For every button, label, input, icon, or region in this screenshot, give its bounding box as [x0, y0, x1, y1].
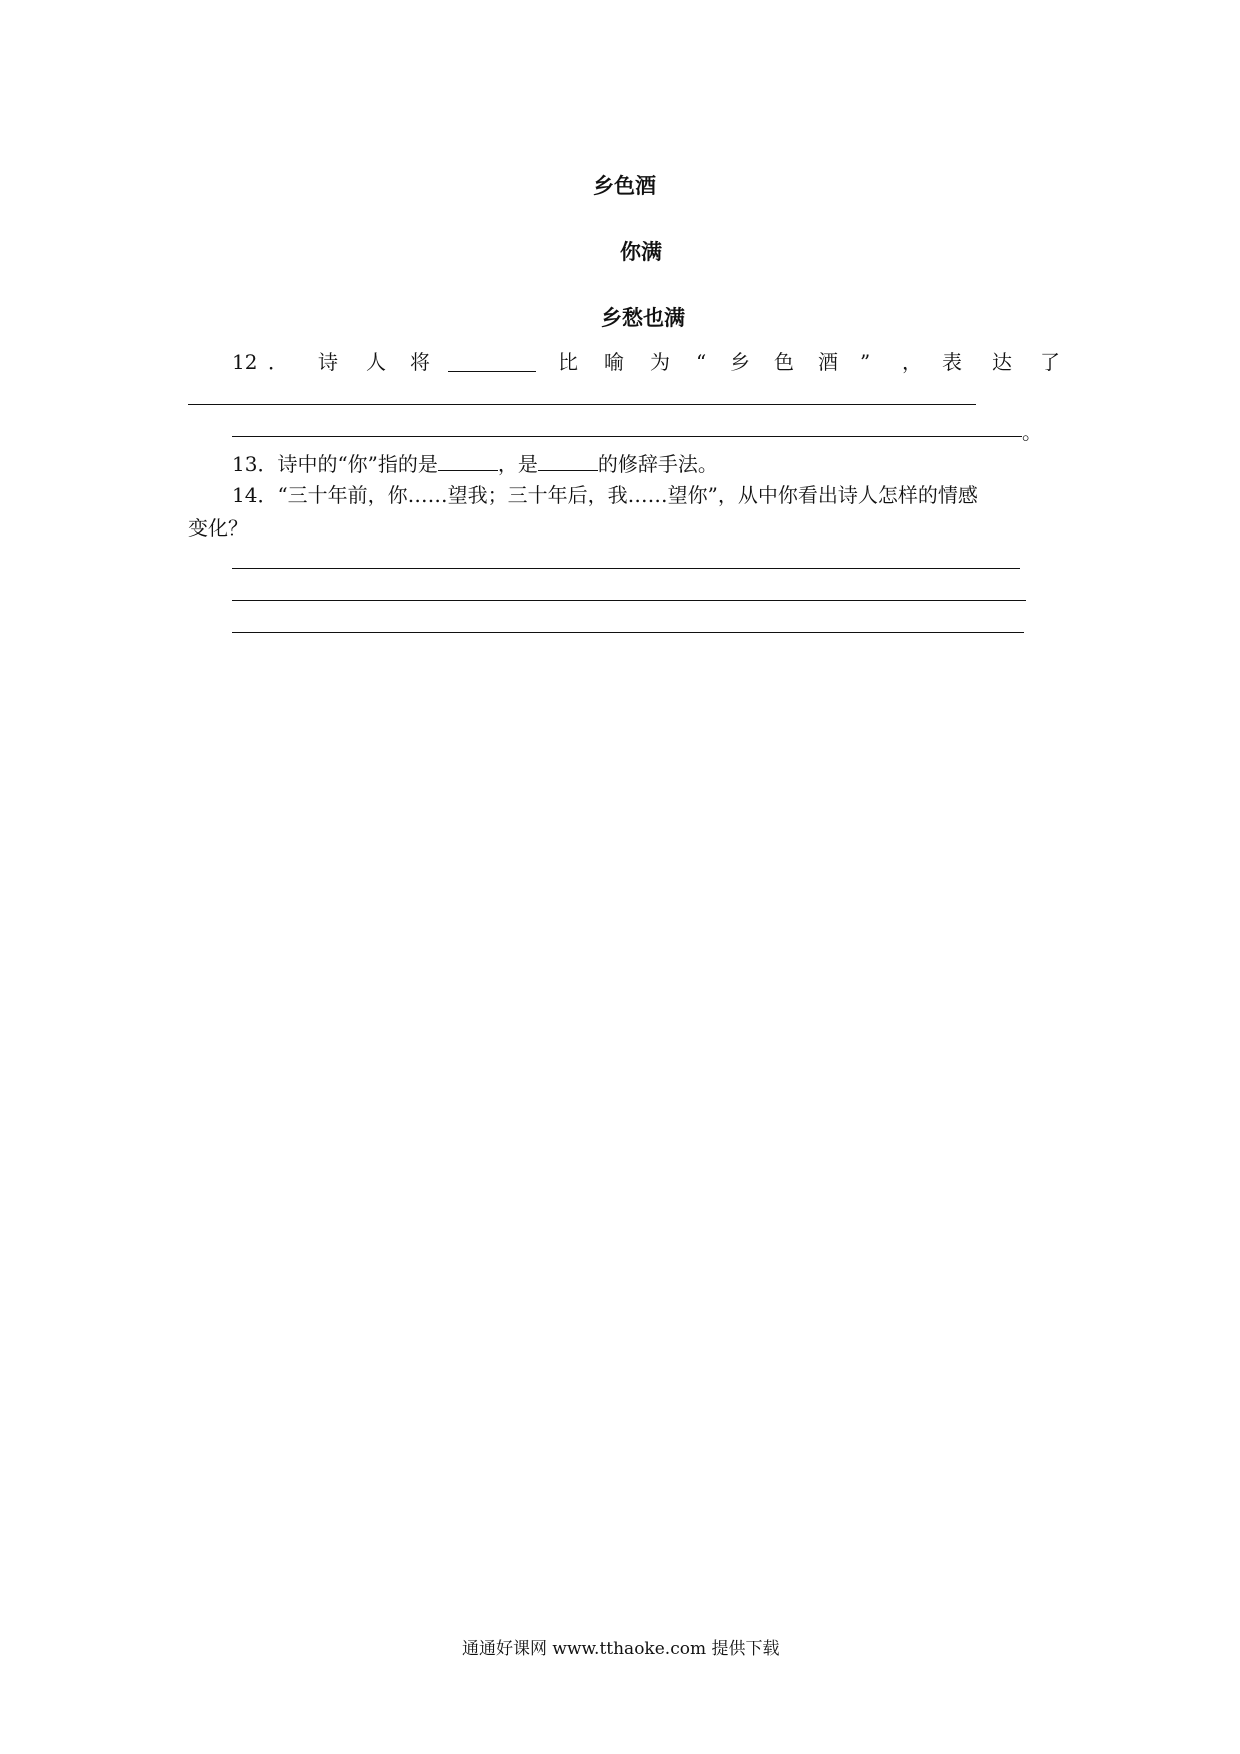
poem-line-3: 乡愁也满: [601, 306, 685, 330]
q12-answer-line-2[interactable]: [232, 436, 1022, 437]
q12-dot: ．: [268, 350, 288, 374]
q12-inline-blank[interactable]: [448, 371, 536, 372]
q12-char: 了: [1040, 350, 1060, 374]
q12-char: 人: [366, 350, 386, 374]
question-14-line-2: 变化？: [188, 516, 248, 540]
q12-char: 将: [410, 350, 430, 374]
q12-char: 表: [942, 350, 962, 374]
q12-char: “: [696, 350, 707, 374]
poem-line-2: 你满: [620, 240, 662, 264]
question-14-line-1: 14．“三十年前，你……望我；三十年后，我……望你”，从中你看出诗人怎样的情感: [232, 483, 978, 507]
q12-char: 达: [992, 350, 1012, 374]
q12-char: 色: [774, 350, 794, 374]
q12-char: 喻: [604, 350, 624, 374]
footer-text: 通通好课网 www.tthaoke.com 提供下载: [462, 1639, 780, 1659]
q12-char: 为: [650, 350, 670, 374]
q13-blank-2[interactable]: [538, 452, 598, 471]
q13-blank-1[interactable]: [438, 452, 498, 471]
q14-answer-line-2[interactable]: [232, 600, 1026, 601]
poem-line-1: 乡色酒: [593, 174, 656, 198]
q12-char: ，: [902, 350, 922, 374]
q12-end-mark: 。: [1022, 420, 1042, 444]
question-13: [232, 452, 718, 474]
q12-char: ”: [860, 350, 871, 374]
q13-middle: ，是: [497, 452, 538, 476]
q12-char: 乡: [730, 350, 750, 374]
q14-answer-line-1[interactable]: [232, 568, 1020, 569]
q13-prefix: 13．诗中的“你”指的是: [232, 452, 438, 476]
q12-char: 酒: [818, 350, 838, 374]
q12-answer-line-1[interactable]: [188, 404, 976, 405]
q13-suffix: 的修辞手法。: [597, 452, 718, 476]
q12-char: 比: [558, 350, 578, 374]
q12-number: 12: [232, 350, 258, 374]
q14-answer-line-3[interactable]: [232, 632, 1024, 633]
q12-char: 诗: [318, 350, 338, 374]
